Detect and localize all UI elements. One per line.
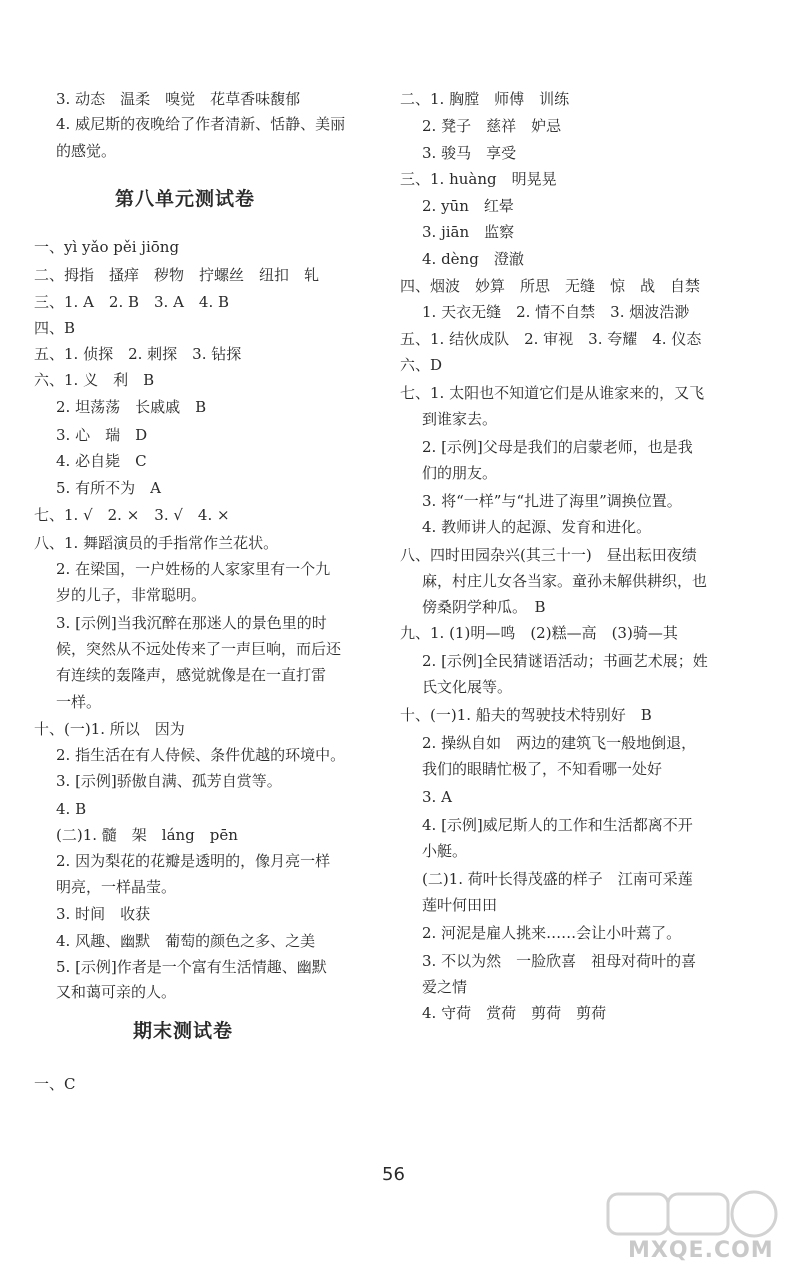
left-answer-line: 一样。 [56, 693, 102, 711]
left-answer-line: 岁的儿子，非常聪明。 [56, 586, 207, 604]
left-answer-line: 4. 必自毙 C [56, 452, 147, 470]
right-answer-line: 2. yūn 红晕 [422, 197, 514, 215]
right-answer-line: 八、四时田园杂兴(其三十一) 昼出耘田夜绩 [400, 546, 697, 564]
right-answer-line: 二、1. 胸膛 师傅 训练 [400, 90, 570, 108]
right-answer-line: 2. [示例]父母是我们的启蒙老师，也是我 [422, 438, 693, 456]
right-answer-line: 2. 河泥是雇人挑来……会让小叶蔫了。 [422, 924, 682, 942]
right-answer-line: 爱之情 [422, 978, 468, 996]
right-answer-line: 3. 将“一样”与“扎进了海里”调换位置。 [422, 492, 682, 510]
right-answer-line: 七、1. 太阳也不知道它们是从谁家来的，又飞 [400, 384, 705, 402]
right-answer-line: 4. dèng 澄澈 [422, 250, 524, 268]
page-number: 56 [382, 1164, 405, 1185]
right-answer-line: 到谁家去。 [422, 410, 498, 428]
left-answer-line: 候，突然从不远处传来了一声巨响，而后还 [56, 640, 342, 658]
left-answer-line: 的感觉。 [56, 142, 117, 160]
left-answer-line: 十、(一)1. 所以 因为 [34, 720, 185, 738]
right-answer-line: 麻，村庄儿女各当家。童孙未解供耕织，也 [422, 572, 708, 590]
right-answer-line: 小艇。 [422, 842, 468, 860]
right-answer-line: (二)1. 荷叶长得茂盛的样子 江南可采莲 [422, 870, 693, 888]
left-answer-line: 3. [示例]当我沉醉在那迷人的景色里的时 [56, 614, 327, 632]
right-answer-line: 4. 守荷 赏荷 剪荷 剪荷 [422, 1004, 607, 1022]
right-answer-line: 九、1. (1)明—鸣 (2)糕—高 (3)骑—其 [400, 624, 678, 642]
right-answer-line: 莲叶何田田 [422, 896, 498, 914]
left-answer-line: 3. [示例]骄傲自满、孤芳自赏等。 [56, 772, 282, 790]
left-answer-line: 3. 心 瑞 D [56, 426, 148, 444]
left-answer-line: 2. 指生活在有人侍候、条件优越的环境中。 [56, 746, 346, 764]
left-answer-line: 2. 在梁国，一户姓杨的人家家里有一个九 [56, 560, 331, 578]
right-answer-line: 2. 凳子 慈祥 妒忌 [422, 117, 562, 135]
left-answer-line: 一、yì yǎo pěi jiōng [34, 238, 180, 256]
left-answer-line: 有连续的轰隆声，感觉就像是在一直打雷 [56, 666, 327, 684]
left-answer-line: 5. [示例]作者是一个富有生活情趣、幽默 [56, 958, 327, 976]
left-answer-line: 六、1. 义 利 B [34, 371, 155, 389]
right-answer-line: 四、烟波 妙算 所思 无缝 惊 战 自禁 [400, 277, 701, 295]
left-answer-line: 2. 坦荡荡 长戚戚 B [56, 398, 207, 416]
right-answer-line: 3. A [422, 788, 452, 806]
left-answer-line: 三、1. A 2. B 3. A 4. B [34, 293, 230, 311]
right-answer-line: 3. jiān 监察 [422, 223, 515, 241]
right-answer-line: 3. 骏马 享受 [422, 144, 517, 162]
left-answer-line: 七、1. √ 2. × 3. √ 4. × [34, 506, 230, 524]
right-answer-line: 1. 天衣无缝 2. 情不自禁 3. 烟波浩渺 [422, 303, 690, 321]
heading-unit8-test: 第八单元测试卷 [115, 188, 256, 210]
left-answer-line: 一、C [34, 1075, 76, 1093]
left-answer-line: 五、1. 侦探 2. 刺探 3. 钻探 [34, 345, 242, 363]
right-answer-line: 3. 不以为然 一脸欣喜 祖母对荷叶的喜 [422, 952, 697, 970]
left-answer-line: 5. 有所不为 A [56, 479, 161, 497]
right-answer-line: 傍桑阴学种瓜。 B [422, 598, 546, 616]
left-answer-line: 4. 威尼斯的夜晚给了作者清新、恬静、美丽 [56, 115, 346, 133]
right-answer-line: 五、1. 结伙成队 2. 审视 3. 夸耀 4. 仪态 [400, 330, 702, 348]
left-answer-line: 又和蔼可亲的人。 [56, 983, 177, 1001]
right-answer-line: 三、1. huàng 明晃晃 [400, 170, 557, 188]
right-answer-line: 六、D [400, 356, 443, 374]
right-answer-line: 2. 操纵自如 两边的建筑飞一般地倒退， [422, 734, 697, 752]
right-answer-line: 4. 教师讲人的起源、发育和进化。 [422, 518, 652, 536]
right-answer-line: 氏文化展等。 [422, 678, 513, 696]
left-answer-line: 四、B [34, 319, 76, 337]
right-answer-line: 们的朋友。 [422, 464, 498, 482]
left-answer-line: 八、1. 舞蹈演员的手指常作兰花状。 [34, 534, 279, 552]
left-answer-line: 4. 风趣、幽默 葡萄的颜色之多、之美 [56, 932, 316, 950]
right-answer-line: 十、(一)1. 船夫的驾驶技术特别好 B [400, 706, 652, 724]
left-answer-line: 2. 因为梨花的花瓣是透明的，像月亮一样 [56, 852, 331, 870]
left-answer-line: 4. B [56, 800, 87, 818]
right-answer-line: 2. [示例]全民猜谜语活动；书画艺术展；姓 [422, 652, 708, 670]
left-answer-line: 3. 动态 温柔 嗅觉 花草香味馥郁 [56, 90, 301, 108]
heading-final-test: 期末测试卷 [133, 1020, 234, 1042]
left-answer-line: 二、拇指 搔痒 秽物 拧螺丝 纽扣 轧 [34, 266, 320, 284]
left-answer-line: (二)1. 髓 架 láng pēn [56, 826, 238, 844]
left-answer-line: 明亮，一样晶莹。 [56, 878, 177, 896]
right-answer-line: 4. [示例]威尼斯人的工作和生活都离不开 [422, 816, 693, 834]
left-answer-line: 3. 时间 收获 [56, 905, 151, 923]
right-answer-line: 我们的眼睛忙极了，不知看哪一处好 [422, 760, 663, 778]
watermark-text: MXQE.COM [628, 1238, 774, 1263]
